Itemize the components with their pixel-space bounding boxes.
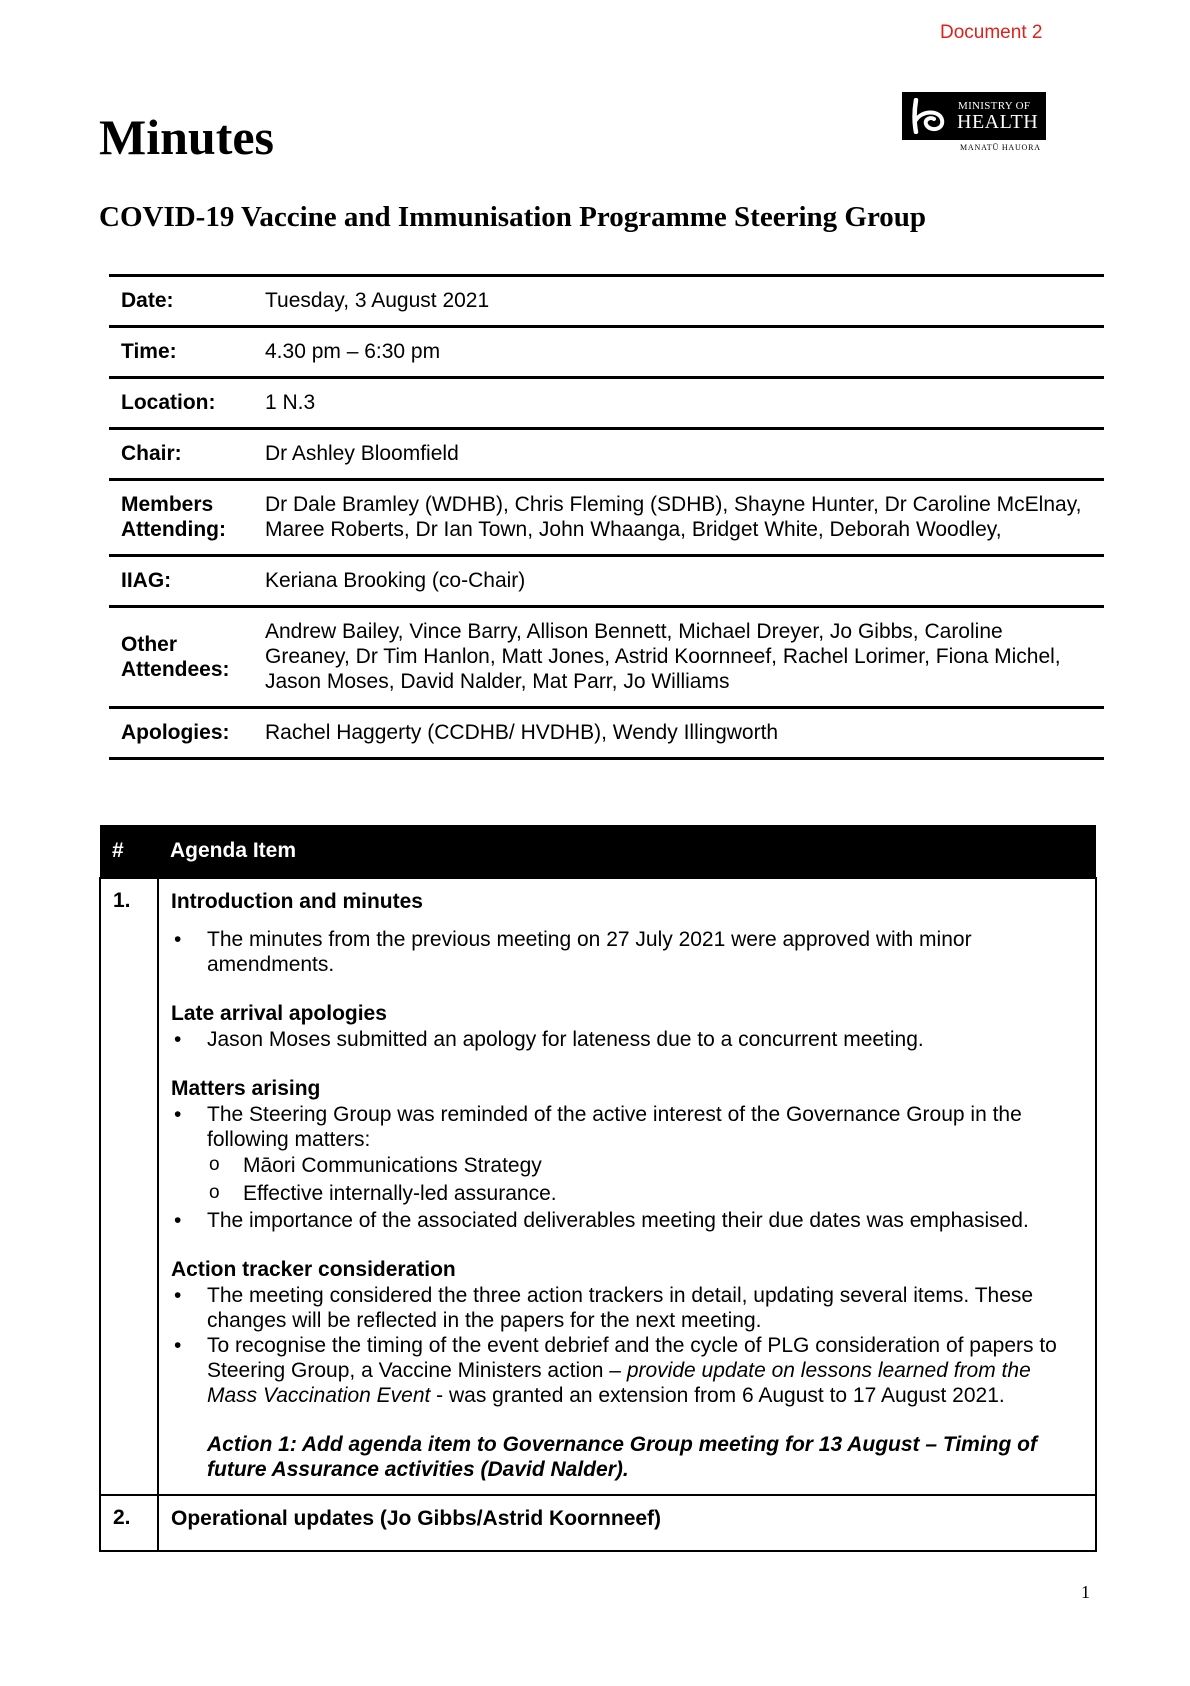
agenda-number-header: # — [100, 825, 158, 878]
meeting-details-table — [109, 274, 1104, 760]
other-attendees-value: Andrew Bailey, Vince Barry, Allison Bennett, Michael Dreyer, Jo Gibbs, Caroline Greaney, Dr Tim Hanlon, Matt Jones, Astrid Koornneef, Rachel Lorimer, Fiona Michel, Jason Moses, David Nalder, Mat Parr, Jo Williams — [265, 620, 1061, 693]
late-arrival-list — [171, 1027, 1083, 1052]
agenda-table — [99, 825, 1097, 1552]
agenda-item-header: Agenda Item — [158, 825, 1096, 878]
list-item — [171, 1102, 1083, 1208]
other-label-line-1: Other — [121, 632, 178, 656]
other-attendees-row — [109, 607, 1104, 708]
list-item: • The minutes from the previous meeting on 27 July 2021 were approved with minor amendments. — [171, 927, 1083, 977]
list-item — [171, 1333, 1083, 1408]
chair-row — [109, 429, 1104, 480]
logo-line-2: HEALTH — [957, 111, 1039, 133]
logo-box — [902, 92, 1046, 140]
location-row — [109, 378, 1104, 429]
page-number: 1 — [1081, 1582, 1090, 1602]
ministry-of-health-logo — [902, 92, 1046, 154]
page-subtitle: COVID-19 Vaccine and Immunisation Programme Steering Group — [99, 201, 927, 233]
agenda-item-title: Introduction and minutes — [171, 890, 423, 913]
matters-arising-list — [171, 1102, 1083, 1233]
date-value: Tuesday, 3 August 2021 — [265, 289, 490, 312]
apologies-value: Rachel Haggerty (CCDHB/ HVDHB), Wendy Illingworth — [265, 721, 779, 744]
members-label — [109, 480, 253, 556]
time-label: Time: — [121, 340, 177, 363]
action-tracker-heading: Action tracker consideration — [171, 1258, 456, 1281]
location-label: Location: — [121, 391, 216, 414]
sublist-item: o Effective internally-led assurance. — [171, 1180, 1083, 1208]
action-tracker-list — [171, 1283, 1083, 1408]
other-attendees-label — [109, 607, 253, 708]
agenda-header-row — [100, 825, 1096, 878]
agenda-item-number: 1. — [100, 878, 158, 1495]
iiag-value: Keriana Brooking (co-Chair) — [265, 569, 526, 592]
koru-icon — [910, 98, 948, 134]
members-label-line-2: Attending: — [121, 518, 226, 541]
list-item-text: - was granted an extension from 6 August to 17 August 2021. — [430, 1384, 1005, 1407]
members-value: Dr Dale Bramley (WDHB), Chris Fleming (SDHB), Shayne Hunter, Dr Caroline McElnay, Maree Roberts, Dr Ian Town, John Whaanga, Bridget White, Deborah Woodley, — [265, 493, 1082, 541]
document-label: Document 2 — [940, 22, 1043, 43]
list-item-text: The Steering Group was reminded of the active interest of the Governance Group in the following matters: — [207, 1103, 1022, 1151]
list-item: • The meeting considered the three action trackers in detail, updating several items. These changes will be reflected in the papers for the next meeting. — [171, 1283, 1083, 1333]
matters-arising-heading: Matters arising — [171, 1077, 321, 1100]
action-item: Action 1: Add agenda item to Governance Group meeting for 13 August – Timing of future Assurance activities (David Nalder). — [207, 1433, 1037, 1481]
page-title: Minutes — [99, 109, 274, 165]
agenda-item-body — [158, 1495, 1096, 1551]
location-value: 1 N.3 — [265, 391, 316, 414]
date-label: Date: — [121, 289, 174, 312]
members-label-line-1: Members — [121, 493, 214, 516]
late-arrival-heading: Late arrival apologies — [171, 1002, 387, 1025]
chair-label: Chair: — [121, 442, 182, 465]
matters-sublist — [171, 1152, 1083, 1208]
list-item: • The importance of the associated deliverables meeting their due dates was emphasised. — [171, 1208, 1083, 1233]
minutes-list — [171, 927, 1083, 977]
logo-line-3: MANATŪ HAUORA — [960, 143, 1041, 152]
list-item-text: To recognise the timing of the event debrief and the cycle of PLG consideration of papers to Steering Group, a Vaccine Ministers action – — [207, 1334, 1057, 1382]
agenda-item-title: Operational updates (Jo Gibbs/Astrid Koornneef) — [171, 1507, 662, 1530]
list-item: • Jason Moses submitted an apology for lateness due to a concurrent meeting. — [171, 1027, 1083, 1052]
chair-value: Dr Ashley Bloomfield — [265, 442, 459, 465]
agenda-row-2 — [100, 1495, 1096, 1551]
agenda-row-1 — [100, 878, 1096, 1495]
date-row — [109, 276, 1104, 327]
agenda-item-body — [158, 878, 1096, 1495]
time-value: 4.30 pm – 6:30 pm — [265, 340, 441, 363]
members-row — [109, 480, 1104, 556]
apologies-label: Apologies: — [121, 721, 230, 744]
apologies-row — [109, 708, 1104, 759]
list-item-italic-text: provide update on lessons learned from the Mass Vaccination Event — [207, 1359, 1031, 1407]
logo-line-1: MINISTRY OF — [958, 100, 1031, 112]
sublist-item: o Māori Communications Strategy — [171, 1152, 1083, 1180]
other-label-line-2: Attendees: — [121, 657, 230, 681]
iiag-label: IIAG: — [121, 569, 172, 592]
time-row — [109, 327, 1104, 378]
iiag-row — [109, 556, 1104, 607]
agenda-item-number: 2. — [100, 1495, 158, 1551]
